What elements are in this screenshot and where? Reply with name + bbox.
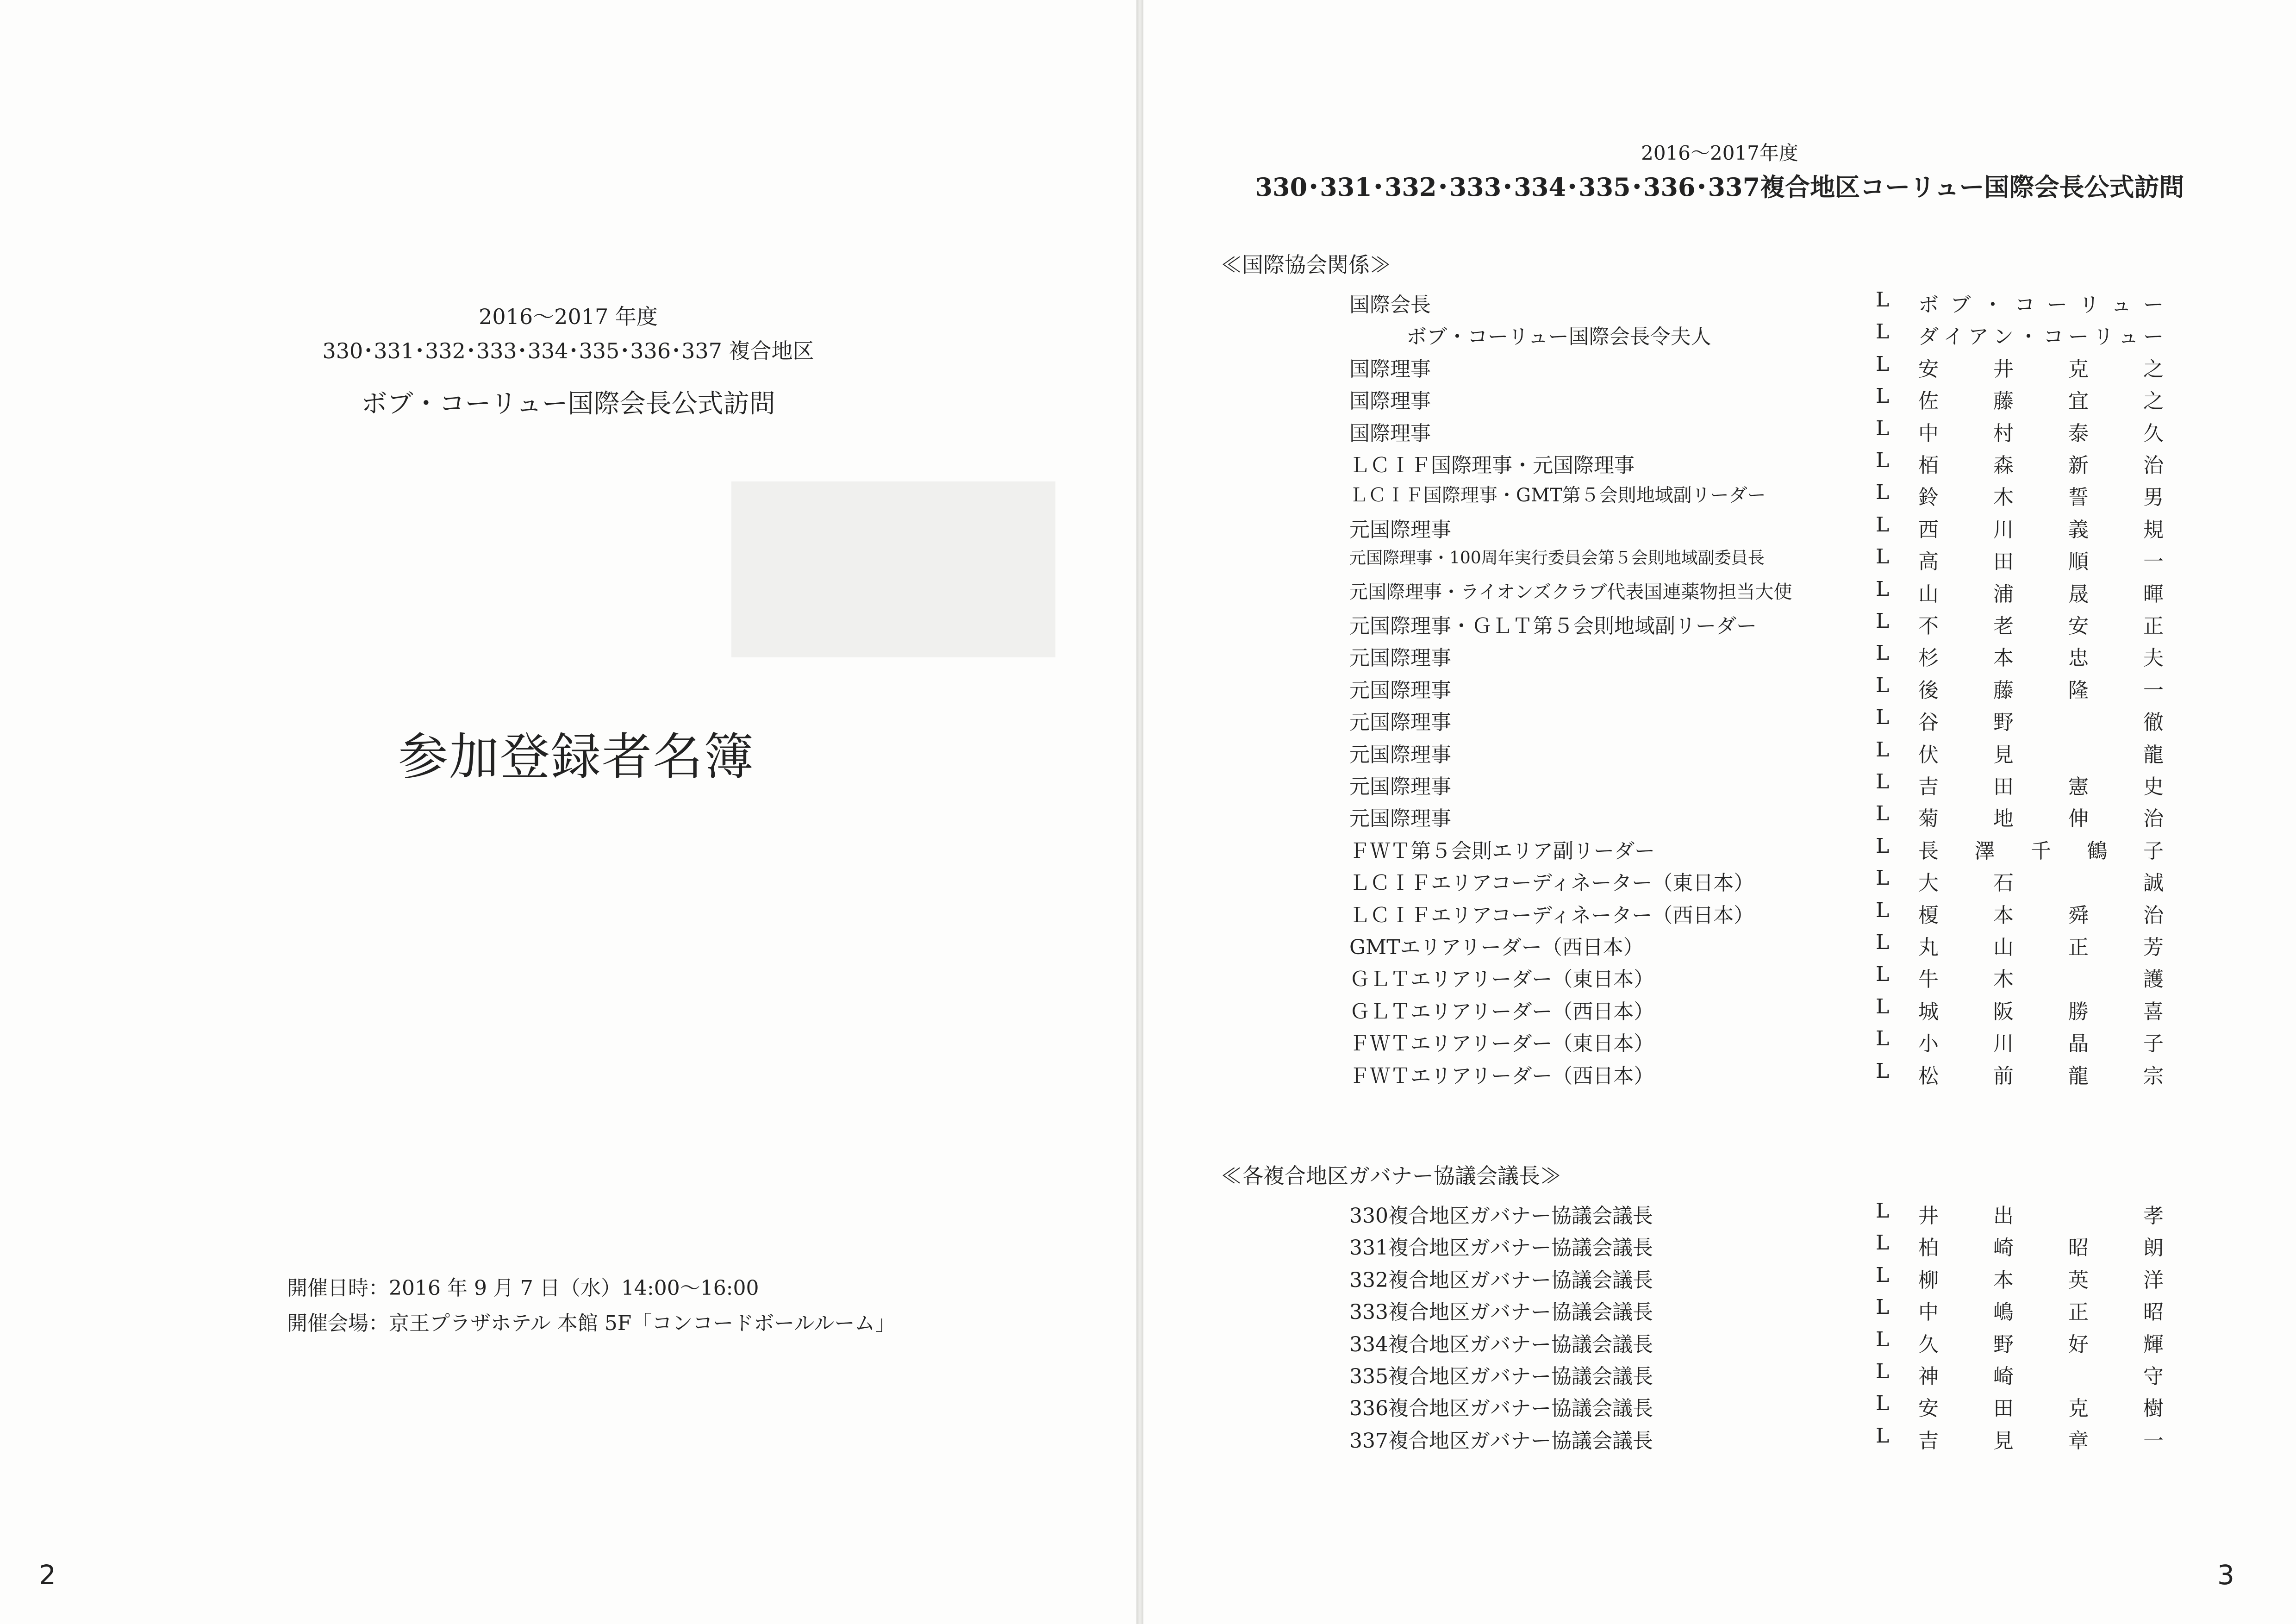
visit-title: ボブ・コーリュー国際会長公式訪問 xyxy=(361,389,775,419)
member-name xyxy=(1918,384,2164,414)
member-name xyxy=(1918,513,2164,543)
lion-prefix: L xyxy=(1876,834,1890,858)
name-character: 木 xyxy=(1993,486,2014,510)
name-character: 晶 xyxy=(2068,1032,2089,1056)
role-title: 元国際理事 xyxy=(1349,646,1451,670)
member-name xyxy=(1918,1027,2164,1056)
role-title: ＧＬＴエリアリーダー（西日本） xyxy=(1349,999,1654,1024)
section-heading: ≪各複合地区ガバナー協議会議長≫ xyxy=(1221,1163,1561,1188)
role-title: 332複合地区ガバナー協議会議長 xyxy=(1349,1268,1653,1292)
member-name xyxy=(1918,352,2164,382)
name-character xyxy=(2068,738,2089,768)
name-character: 神 xyxy=(1918,1365,1939,1388)
member-name xyxy=(1918,577,2164,607)
lion-prefix: L xyxy=(1876,1360,1890,1383)
name-character: 大 xyxy=(1918,871,1939,895)
name-character: 安 xyxy=(2068,614,2089,638)
member-name xyxy=(1918,962,2164,992)
member-name xyxy=(1918,706,2164,735)
name-character: 野 xyxy=(1993,711,2014,735)
lion-prefix: L xyxy=(1876,1392,1890,1416)
name-character: 川 xyxy=(1993,518,2014,542)
lion-prefix: L xyxy=(1876,416,1890,440)
name-character: 正 xyxy=(2143,614,2164,638)
name-character: 牛 xyxy=(1918,968,1939,992)
name-character: 克 xyxy=(2068,1397,2089,1421)
name-character: 子 xyxy=(2143,839,2164,863)
name-character: 護 xyxy=(2143,968,2164,992)
name-character: 規 xyxy=(2143,518,2164,542)
name-character: 川 xyxy=(1993,1032,2014,1056)
name-character: 憲 xyxy=(2068,775,2089,799)
name-character: 杉 xyxy=(1918,646,1939,670)
role-title: 国際理事 xyxy=(1349,389,1431,413)
name-character: 伸 xyxy=(2068,807,2089,831)
name-character: 正 xyxy=(2068,1300,2089,1324)
member-name xyxy=(1918,1360,2164,1389)
role-title: 337複合地区ガバナー協議会議長 xyxy=(1349,1429,1653,1453)
member-name xyxy=(1918,481,2164,510)
name-character xyxy=(2068,962,2089,992)
name-character: 栢 xyxy=(1918,454,1939,477)
role-title: 336複合地区ガバナー協議会議長 xyxy=(1349,1397,1653,1421)
role-title: ＬＣＩＦ国際理事・元国際理事 xyxy=(1349,454,1635,477)
page-title: 330･331･332･333･334･335･336･337複合地区コーリュー国際会長公式訪問 xyxy=(1255,172,2184,202)
lion-prefix: L xyxy=(1876,931,1890,954)
name-character: 本 xyxy=(1993,646,2014,670)
name-character xyxy=(2068,866,2089,896)
name-character: 一 xyxy=(2143,1429,2164,1453)
name-character: 丸 xyxy=(1918,936,1939,959)
role-title: ＦＷＴ第５会則エリア副リーダー xyxy=(1349,839,1655,863)
member-name xyxy=(1918,1199,2164,1229)
page-number: 2 xyxy=(39,1559,56,1591)
name-character: イ xyxy=(1943,325,1964,349)
name-character: 舜 xyxy=(2068,903,2089,927)
name-character: 小 xyxy=(1918,1032,1939,1056)
name-character: 一 xyxy=(2143,678,2164,702)
name-character: 鈴 xyxy=(1918,486,1939,510)
name-character: 山 xyxy=(1918,582,1939,606)
name-character: 田 xyxy=(1993,550,2014,574)
name-character: 伏 xyxy=(1918,743,1939,767)
lion-prefix: L xyxy=(1876,737,1890,762)
name-character: 治 xyxy=(2143,807,2164,831)
name-character: 長 xyxy=(1918,839,1939,863)
name-character: コ xyxy=(2043,325,2064,349)
role-title: 元国際理事 xyxy=(1349,518,1451,542)
member-name xyxy=(1918,641,2164,671)
right-page xyxy=(1143,0,2296,1624)
role-title: 元国際理事・ＧＬＴ第５会則地域副リーダー xyxy=(1349,614,1757,638)
role-title: ボブ・コーリュー国際会長令夫人 xyxy=(1406,325,1711,349)
name-character: 本 xyxy=(1993,903,2014,927)
lion-prefix: L xyxy=(1876,352,1890,376)
name-character: 子 xyxy=(2143,1032,2164,1056)
role-title: 335複合地区ガバナー協議会議長 xyxy=(1349,1365,1653,1388)
name-character: 宜 xyxy=(2068,389,2089,413)
name-character xyxy=(2068,1360,2089,1389)
lion-prefix: L xyxy=(1876,1327,1890,1351)
name-character: 前 xyxy=(1993,1064,2014,1088)
name-character: 安 xyxy=(1918,357,1939,381)
name-character: 隆 xyxy=(2068,678,2089,702)
name-character: 昭 xyxy=(2143,1300,2164,1324)
name-character: 勝 xyxy=(2068,999,2089,1024)
name-character: 木 xyxy=(1993,968,2014,992)
name-character: ・ xyxy=(1982,293,2003,317)
lion-prefix: L xyxy=(1876,1424,1890,1448)
name-character: ア xyxy=(1968,325,1989,349)
role-title: ＧＬＴエリアリーダー（東日本） xyxy=(1349,968,1654,992)
member-name xyxy=(1918,288,2164,318)
name-character: 本 xyxy=(1993,1268,2014,1292)
name-character: 孝 xyxy=(2143,1204,2164,1228)
member-name xyxy=(1918,931,2164,960)
name-character: リ xyxy=(2093,325,2114,349)
member-name xyxy=(1918,674,2164,703)
name-character: 石 xyxy=(1993,871,2014,895)
name-character: 洋 xyxy=(2143,1268,2164,1292)
name-character: 森 xyxy=(1993,454,2014,477)
name-character: 克 xyxy=(2068,357,2089,381)
role-title: GMTエリアリーダー（西日本） xyxy=(1349,936,1644,959)
role-title: 元国際理事・ライオンズクラブ代表国連薬物担当大使 xyxy=(1349,581,1792,603)
name-character: 英 xyxy=(2068,1268,2089,1292)
name-character: ュ xyxy=(2111,293,2132,317)
name-character: 安 xyxy=(1918,1397,1939,1421)
name-character: 浦 xyxy=(1993,582,2014,606)
left-page xyxy=(0,0,1136,1624)
role-title: ＬＣＩＦエリアコーディネーター（東日本） xyxy=(1349,871,1754,895)
lion-prefix: L xyxy=(1876,288,1890,312)
name-character: 田 xyxy=(1993,1397,2014,1421)
name-character: 誓 xyxy=(2068,486,2089,510)
name-character: ー xyxy=(2068,325,2089,349)
role-title: 元国際理事 xyxy=(1349,743,1451,767)
lion-prefix: L xyxy=(1876,1231,1890,1255)
name-character: 見 xyxy=(1993,743,2014,767)
name-character: 佐 xyxy=(1918,389,1939,413)
name-character: ー xyxy=(2143,325,2164,349)
lion-prefix: L xyxy=(1876,866,1890,890)
role-title: ＦＷＴエリアリーダー（東日本） xyxy=(1349,1032,1654,1056)
member-name xyxy=(1918,320,2164,350)
name-character: 芳 xyxy=(2143,936,2164,959)
name-character: 久 xyxy=(1918,1332,1939,1356)
name-character: 西 xyxy=(1918,518,1939,542)
role-title: 331複合地区ガバナー協議会議長 xyxy=(1349,1236,1653,1260)
name-character: 朗 xyxy=(2143,1236,2164,1260)
member-name xyxy=(1918,449,2164,478)
lion-prefix: L xyxy=(1876,802,1890,826)
lion-prefix: L xyxy=(1876,577,1890,601)
name-character: 泰 xyxy=(2068,421,2089,445)
name-character: 誠 xyxy=(2143,871,2164,895)
member-name xyxy=(1918,834,2164,864)
role-title: 333複合地区ガバナー協議会議長 xyxy=(1349,1300,1653,1324)
event-date: 開催日時：2016 年 9 月 7 日（水）14:00～16:00 xyxy=(287,1276,759,1300)
name-character: 出 xyxy=(1993,1204,2014,1228)
name-character: 宗 xyxy=(2143,1064,2164,1088)
name-character: 城 xyxy=(1918,999,1939,1024)
lion-prefix: L xyxy=(1876,673,1890,697)
name-character: 昭 xyxy=(2068,1236,2089,1260)
name-character: 谷 xyxy=(1918,711,1939,735)
member-name xyxy=(1918,1328,2164,1357)
lion-prefix: L xyxy=(1876,962,1890,987)
member-name xyxy=(1918,1424,2164,1454)
fiscal-year: 2016～2017 年度 xyxy=(479,304,658,329)
member-name xyxy=(1918,802,2164,831)
lion-prefix: L xyxy=(1876,512,1890,537)
lion-prefix: L xyxy=(1876,641,1890,665)
member-name xyxy=(1918,1392,2164,1421)
name-character: 史 xyxy=(2143,775,2164,799)
name-character: 阪 xyxy=(1993,999,2014,1024)
name-character: 吉 xyxy=(1918,1429,1939,1453)
name-character: 久 xyxy=(2143,421,2164,445)
name-character: 吉 xyxy=(1918,775,1939,799)
name-character: 龍 xyxy=(2068,1064,2089,1088)
name-character: 山 xyxy=(1993,936,2014,959)
name-character: 中 xyxy=(1918,1300,1939,1324)
name-character: 松 xyxy=(1918,1064,1939,1088)
event-venue: 開催会場：京王プラザホテル 本館 5F「コンコードボールルーム」 xyxy=(287,1312,896,1335)
member-name xyxy=(1918,1295,2164,1325)
lion-prefix: L xyxy=(1876,449,1890,472)
name-character: 嶋 xyxy=(1993,1300,2014,1324)
lion-prefix: L xyxy=(1876,609,1890,633)
name-character: 地 xyxy=(1993,807,2014,831)
name-character: 柳 xyxy=(1918,1268,1939,1292)
role-title: 元国際理事 xyxy=(1349,678,1451,702)
name-character: 後 xyxy=(1918,678,1939,702)
name-character: 樹 xyxy=(2143,1397,2164,1421)
member-name xyxy=(1918,609,2164,639)
lion-prefix: L xyxy=(1876,898,1890,922)
name-character: 喜 xyxy=(2143,999,2164,1024)
book-gutter xyxy=(1136,0,1143,1624)
lion-prefix: L xyxy=(1876,320,1890,344)
fiscal-year: 2016～2017年度 xyxy=(1641,142,1798,164)
name-character: 男 xyxy=(2143,486,2164,510)
name-character: 暉 xyxy=(2143,582,2164,606)
name-character: 見 xyxy=(1993,1429,2014,1453)
member-name xyxy=(1918,545,2164,575)
name-character: 治 xyxy=(2143,454,2164,477)
role-title: 元国際理事 xyxy=(1349,711,1451,735)
name-character: ・ xyxy=(2018,325,2039,349)
name-character: 徹 xyxy=(2143,711,2164,735)
name-character: 正 xyxy=(2068,936,2089,959)
page-number: 3 xyxy=(2217,1559,2234,1591)
name-character: 崎 xyxy=(1993,1365,2014,1388)
lion-prefix: L xyxy=(1876,545,1890,569)
name-character: 村 xyxy=(1993,421,2014,445)
name-character xyxy=(2068,706,2089,735)
name-character: 忠 xyxy=(2068,646,2089,670)
member-name xyxy=(1918,738,2164,768)
name-character: 崎 xyxy=(1993,1236,2014,1260)
name-character: 龍 xyxy=(2143,743,2164,767)
name-character: 澤 xyxy=(1974,839,1995,863)
name-character: ュ xyxy=(2118,325,2139,349)
name-character: 藤 xyxy=(1993,389,2014,413)
name-character: 夫 xyxy=(2143,646,2164,670)
role-title: 334複合地区ガバナー協議会議長 xyxy=(1349,1332,1653,1356)
name-character: 老 xyxy=(1993,614,2014,638)
page-title: 参加登録者名簿 xyxy=(398,728,755,786)
name-character: 不 xyxy=(1918,614,1939,638)
role-title: 330複合地区ガバナー協議会議長 xyxy=(1349,1204,1653,1228)
name-character: ダ xyxy=(1918,325,1939,349)
lion-prefix: L xyxy=(1876,994,1890,1018)
name-character: 新 xyxy=(2068,454,2089,477)
name-character: 藤 xyxy=(1993,678,2014,702)
role-title: 元国際理事・100周年実行委員会第５会則地域副委員長 xyxy=(1349,549,1765,568)
lion-prefix: L xyxy=(1876,481,1890,505)
lion-prefix: L xyxy=(1876,1263,1890,1287)
name-character: ー xyxy=(2143,293,2164,317)
name-character: 義 xyxy=(2068,518,2089,542)
faint-show-through xyxy=(731,481,1055,657)
name-character: ブ xyxy=(1950,293,1971,317)
name-character: 之 xyxy=(2143,389,2164,413)
role-title: 国際理事 xyxy=(1349,357,1431,381)
name-character: 章 xyxy=(2068,1429,2089,1453)
name-character: 柏 xyxy=(1918,1236,1939,1260)
role-title: 国際理事 xyxy=(1349,421,1431,445)
lion-prefix: L xyxy=(1876,384,1890,408)
member-name xyxy=(1918,1263,2164,1293)
name-character: 輝 xyxy=(2143,1332,2164,1356)
district-name: 330･331･332･333･334･335･336･337 複合地区 xyxy=(322,338,814,363)
lion-prefix: L xyxy=(1876,770,1890,793)
name-character: 榎 xyxy=(1918,903,1939,927)
role-title: 元国際理事 xyxy=(1349,775,1451,799)
member-name xyxy=(1918,1059,2164,1089)
name-character: 治 xyxy=(2143,903,2164,927)
name-character: 順 xyxy=(2068,550,2089,574)
name-character: 井 xyxy=(1993,357,2014,381)
name-character: ボ xyxy=(1918,293,1939,317)
role-title: 国際会長 xyxy=(1349,293,1431,317)
role-title: 元国際理事 xyxy=(1349,807,1451,831)
name-character: 菊 xyxy=(1918,807,1939,831)
lion-prefix: L xyxy=(1876,1199,1890,1223)
role-title: ＦＷＴエリアリーダー（西日本） xyxy=(1349,1064,1654,1088)
member-name xyxy=(1918,899,2164,928)
name-character xyxy=(2068,1199,2089,1229)
name-character: 高 xyxy=(1918,550,1939,574)
member-name xyxy=(1918,995,2164,1024)
name-character: ー xyxy=(2046,293,2067,317)
name-character: 井 xyxy=(1918,1204,1939,1228)
name-character: 晟 xyxy=(2068,582,2089,606)
section-heading: ≪国際協会関係≫ xyxy=(1221,252,1391,277)
name-character: 田 xyxy=(1993,775,2014,799)
name-character: リ xyxy=(2079,293,2100,317)
name-character: 之 xyxy=(2143,357,2164,381)
lion-prefix: L xyxy=(1876,1059,1890,1083)
name-character: コ xyxy=(2015,293,2035,317)
lion-prefix: L xyxy=(1876,1027,1890,1051)
member-name xyxy=(1918,1231,2164,1261)
name-character: 守 xyxy=(2143,1365,2164,1388)
member-name xyxy=(1918,417,2164,446)
name-character: 鶴 xyxy=(2087,839,2108,863)
name-character: ン xyxy=(1993,325,2014,349)
name-character: 千 xyxy=(2031,839,2051,863)
lion-prefix: L xyxy=(1876,1295,1890,1319)
name-character: 好 xyxy=(2068,1332,2089,1356)
name-character: 中 xyxy=(1918,421,1939,445)
role-title: ＬＣＩＦ国際理事・GMT第５会則地域副リーダー xyxy=(1349,485,1766,506)
lion-prefix: L xyxy=(1876,706,1890,730)
member-name xyxy=(1918,770,2164,800)
member-name xyxy=(1918,866,2164,896)
name-character: 野 xyxy=(1993,1332,2014,1356)
name-character: 一 xyxy=(2143,550,2164,574)
role-title: ＬＣＩＦエリアコーディネーター（西日本） xyxy=(1349,903,1754,927)
